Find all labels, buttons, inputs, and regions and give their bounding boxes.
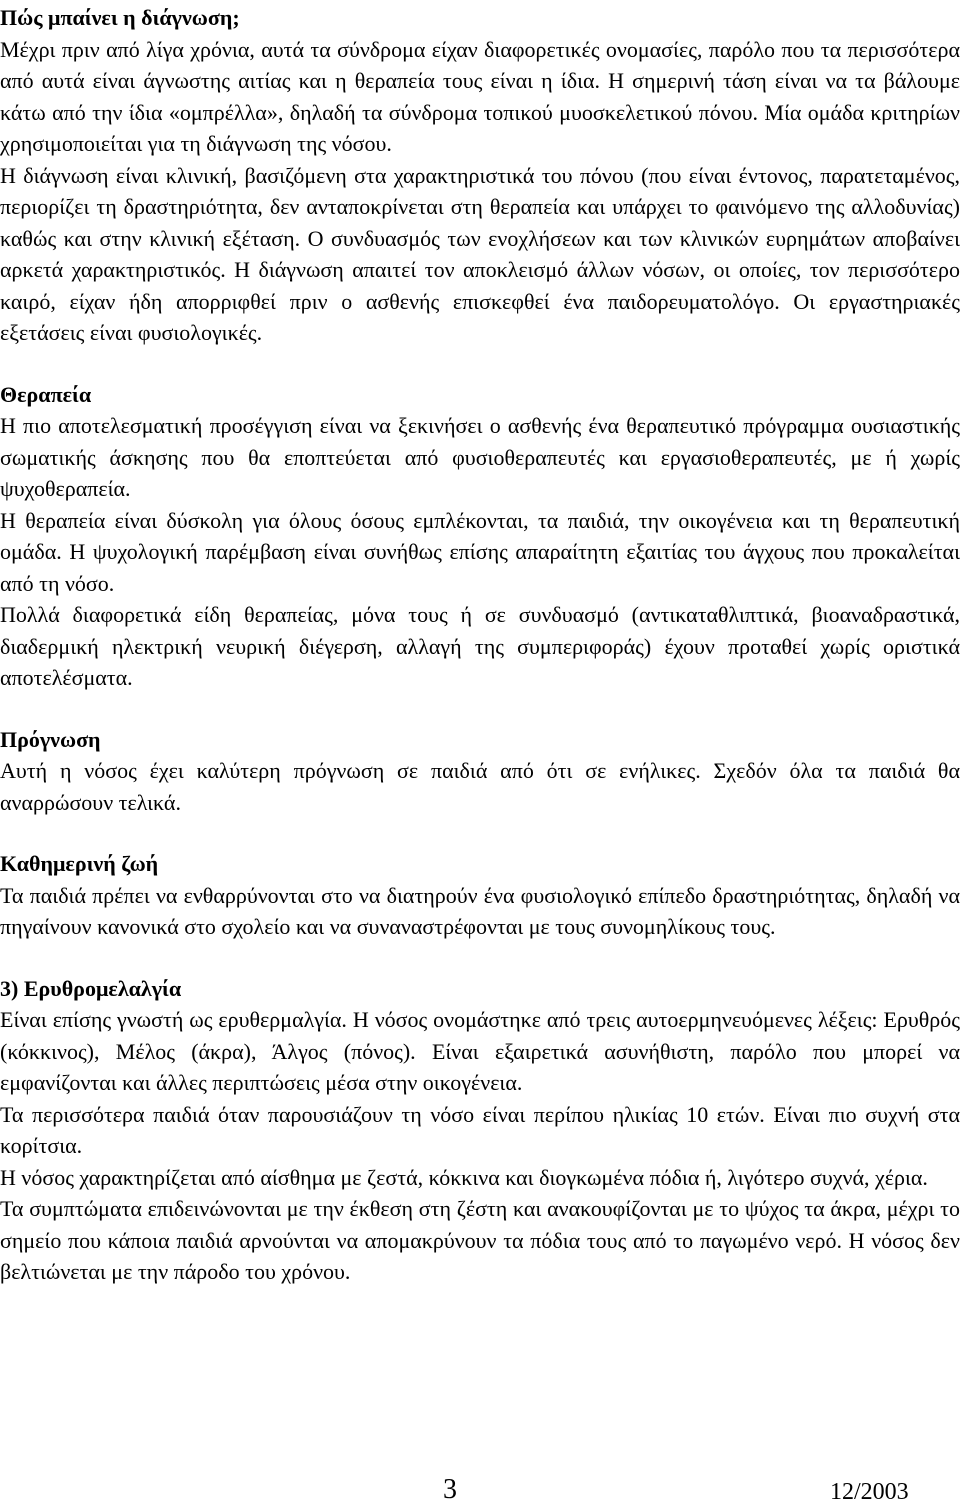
paragraph: Μέχρι πριν από λίγα χρόνια, αυτά τα σύνδρομα είχαν διαφορετικές ονομασίες, παρόλο που τα περισσότερα από αυτά είναι άγνωστης αιτίας και η θεραπεία τους είναι η ίδια. Η σημερινή τάση είναι να τα βάλουμε κάτω από την ίδια «ομπρέλλα», δηλαδή τα σύνδρομα τοπικού μυοσκελετικού πόνου. Μία ομάδα κριτηρίων χρησιμοποιείται για τη διάγνωση της νόσου.	[0, 36, 960, 156]
page-number: 3	[443, 1474, 457, 1505]
paragraph: Τα συμπτώματα επιδεινώνονται με την έκθεση στη ζέστη και ανακουφίζονται με το ψύχος τα άκρα, μέχρι το σημείο που κάποια παιδιά αρνούνται να απομακρύνουν τα πόδια τους από το παγωμένο νερό. Η νόσος δεν βελτιώνεται με την πάροδο του χρόνου.	[0, 1196, 960, 1284]
paragraph: Αυτή η νόσος έχει καλύτερη πρόγνωση σε παιδιά από ότι σε ενήλικες. Σχεδόν όλα τα παιδιά θα αναρρώσουν τελικά.	[0, 758, 960, 815]
paragraph: Η νόσος χαρακτηρίζεται από αίσθημα με ζεστά, κόκκινα και διογκωμένα πόδια ή, λιγότερο συχνά, χέρια.	[0, 1164, 928, 1190]
section-heading: Καθημερινή ζωή	[0, 851, 159, 876]
document-body	[0, 2, 960, 1288]
section-heading: Θεραπεία	[0, 381, 92, 407]
paragraph: Τα παιδιά πρέπει να ενθαρρύνονται στο να διατηρούν ένα φυσιολογικό επίπεδο δραστηριότητας, δηλαδή να πηγαίνουν κανονικά στο σχολείο και να συναναστρέφονται με τους συνομηλίκους τους.	[0, 882, 960, 939]
section-spacer	[0, 943, 960, 973]
paragraph: Πολλά διαφορετικά είδη θεραπείας, μόνα τους ή σε συνδυασμό (αντικαταθλιπτικά, βιοαναδραστικά, διαδερμική ηλεκτρική νευρική διέγερση, αλλαγή της συμπεριφοράς) έχουν προταθεί χωρίς οριστικά αποτελέσματα.	[0, 602, 960, 690]
paragraph: Είναι επίσης γνωστή ως ερυθερμαλγία. Η νόσος ονομάστηκε από τρεις αυτοερμηνευόμενες λέξεις: Ερυθρός (κόκκινος), Μέλος (άκρα), Άλγος (πόνος). Είναι εξαιρετικά ασυνήθιστη, παρόλο που μπορεί να εμφανίζονται και άλλες περιπτώσεις μέσα στην οικογένεια.	[0, 1007, 960, 1095]
section-erythromelalgia	[0, 973, 960, 1288]
paragraph: Η πιο αποτελεσματική προσέγγιση είναι να ξεκινήσει ο ασθενής ένα θεραπευτικό πρόγραμμα ουσιαστικής σωματικής άσκησης που θα εποπτεύεται από φυσιοθεραπευτές και εργασιοθεραπευτές, με ή χωρίς ψυχοθεραπεία.	[0, 413, 960, 501]
section-spacer	[0, 694, 960, 724]
footer-date: 12/2003	[830, 1479, 909, 1505]
paragraph: Τα περισσότερα παιδιά όταν παρουσιάζουν τη νόσο είναι περίπου ηλικίας 10 ετών. Είναι πιο συχνή στα κορίτσια.	[0, 1101, 960, 1158]
section-daily-life	[0, 848, 960, 943]
section-prognosis	[0, 724, 960, 819]
section-heading: Πρόγνωση	[0, 726, 101, 752]
paragraph: Η θεραπεία είναι δύσκολη για όλους όσους εμπλέκονται, τα παιδιά, την οικογένεια και τη θεραπευτική ομάδα. Η ψυχολογική παρέμβαση είναι συνήθως επίσης απαραίτητη εξαιτίας του άγχους που προκαλείται από τη νόσο.	[0, 507, 960, 596]
section-spacer	[0, 349, 960, 379]
section-heading: 3) Ερυθρομελαλγία	[0, 975, 182, 1001]
section-therapy	[0, 379, 960, 694]
section-diagnosis	[0, 2, 960, 349]
section-heading: Πώς μπαίνει η διάγνωση;	[0, 5, 240, 30]
section-spacer	[0, 818, 960, 848]
paragraph: Η διάγνωση είναι κλινική, βασιζόμενη στα χαρακτηριστικά του πόνου (που είναι έντονος, παρατεταμένος, περιορίζει τη δραστηριότητα, δεν ανταποκρίνεται στη θεραπεία και υπάρχει το φαινόμενο της αλλοδυνίας) καθώς και στην κλινική εξέταση. Ο συνδυασμός των ενοχλήσεων και των κλινικών ευρημάτων αποβαίνει αρκετά χαρακτηριστικός. Η διάγνωση απαιτεί τον αποκλεισμό άλλων νόσων, οι οποίες, τον περισσότερο καιρό, είχαν ήδη απορριφθεί πριν ο ασθενής επισκεφθεί ένα παιδορευματολόγο. Οι εργαστηριακές εξετάσεις είναι φυσιολογικές.	[0, 162, 960, 345]
